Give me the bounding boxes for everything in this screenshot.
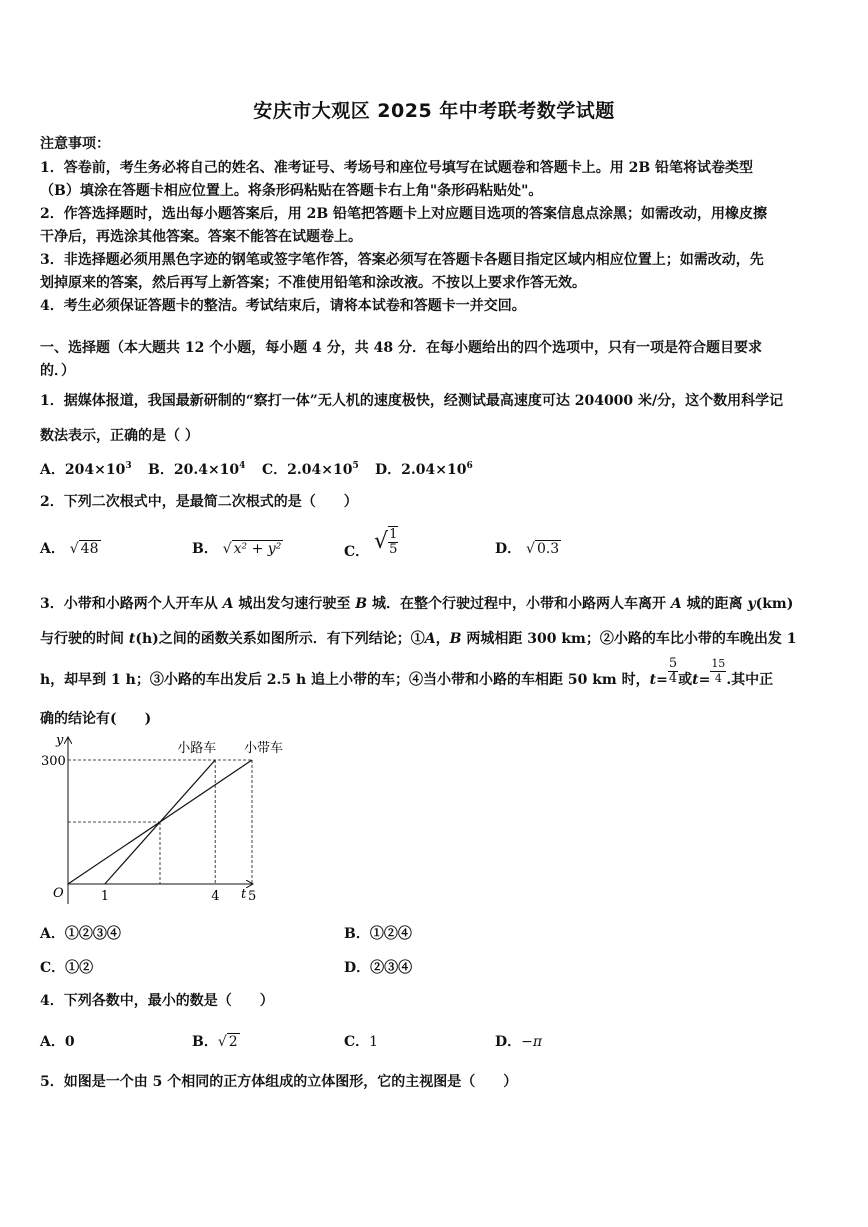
section-heading-cont: 的．） — [40, 363, 75, 379]
question-3-stem-cont: 确的结论有( ) — [40, 711, 152, 727]
notice-item: 1．答卷前，考生务必将自己的姓名、准考证号、考场号和座位号填写在试题卷和答题卡上。用 2B 铅笔将试卷类型 — [40, 160, 754, 176]
question-5-stem: 5．如图是一个由 5 个相同的正方体组成的立体图形，它的主视图是（ ） — [40, 1074, 518, 1090]
fraction: $\frac{1}{5}$ — [389, 527, 398, 557]
sqrt-symbol: √ 0.3 — [526, 541, 560, 557]
section-heading: 一、选择题（本大题共 12 个小题，每小题 4 分，共 48 分．在每小题给出的四个选项中，只有一项是符合题目要求 — [40, 340, 762, 356]
q1-option-a[interactable]: A．$204\times 10^3$ — [40, 461, 132, 478]
q4-option-b[interactable]: B．√ 2 — [192, 1034, 238, 1050]
x-axis-label: t — [241, 887, 247, 902]
q2-option-a[interactable]: A． √ 48 — [40, 541, 99, 557]
origin-label: O — [53, 886, 64, 901]
fraction: $\frac{15}{4}$ — [711, 657, 726, 685]
q3-option-a[interactable]: A．①②③④ — [40, 926, 121, 942]
y-tick-label: 300 — [41, 754, 66, 769]
x-tick-label: 1 — [100, 889, 110, 904]
q1-option-d[interactable]: D．$2.04\times 10^6$ — [375, 461, 473, 478]
question-3-stem-cont: h，却早到 1 h；③小路的车出发后 2.5 h 追上小带的车；④当小带和小路的车相距 50 km 时，t= $\frac{5}{4}$ 或t= $\frac{15}{4}$ .其中正 — [40, 656, 774, 688]
q2-option-b[interactable]: B． √ x² + y² — [192, 541, 282, 557]
q2-option-c[interactable]: C． √ $\frac{1}{5}$ — [344, 527, 398, 560]
sqrt-symbol: √ x² + y² — [222, 541, 282, 557]
x-tick-label: 4 — [211, 889, 220, 904]
fraction: $\frac{5}{4}$ — [668, 656, 678, 686]
sqrt-symbol: √ — [374, 529, 389, 554]
notice-item: 划掉原来的答案，然后再写上新答案；不准使用铅笔和涂改液。不按以上要求作答无效。 — [40, 275, 586, 291]
q2-option-d[interactable]: D． √ 0.3 — [495, 541, 560, 557]
q3-option-b[interactable]: B．①②④ — [344, 926, 412, 942]
question-3-stem-cont: 与行驶的时间 t(h)之间的函数关系如图所示．有下列结论；①A，B 两城相距 300 km；②小路的车比小带的车晚出发 1 — [40, 631, 797, 647]
notice-item: 4．考生必须保证答题卡的整洁。考试结束后，请将本试卷和答题卡一并交回。 — [40, 298, 526, 314]
sqrt-symbol: √ 48 — [69, 541, 99, 557]
q3-option-d[interactable]: D．②③④ — [344, 960, 413, 976]
notice-item: （B）填涂在答题卡相应位置上。将条形码粘贴在答题卡右上角"条形码粘贴处"。 — [40, 183, 543, 199]
page-title: 安庆市大观区 2025 年中考联考数学试题 — [253, 100, 615, 122]
sqrt-symbol: √ 2 — [217, 1034, 238, 1050]
q1-option-b[interactable]: B．$20.4\times 10^4$ — [148, 461, 246, 478]
question-2-stem: 2．下列二次根式中，是最简二次根式的是（ ） — [40, 494, 358, 510]
notice-item: 3．非选择题必须用黑色字迹的钢笔或签字笔作答，答案必须写在答题卡各题目指定区域内相应位置上；如需改动，先 — [40, 252, 764, 268]
question-1-stem-cont: 数法表示，正确的是（ ） — [40, 428, 199, 444]
x-tick-label: 5 — [248, 889, 257, 904]
q4-option-a[interactable]: A．0 — [40, 1034, 75, 1050]
series-label: 小带车 — [244, 741, 284, 756]
q3-option-c[interactable]: C．①② — [40, 960, 94, 976]
notice-heading: 注意事项： — [40, 136, 110, 152]
question-4-stem: 4．下列各数中，最小的数是（ ） — [40, 993, 274, 1009]
question-3-stem: 3．小带和小路两个人开车从 A 城出发匀速行驶至 B 城．在整个行驶过程中，小带和小路两人车离开 A 城的距离 y(km) — [40, 596, 794, 612]
q1-option-c[interactable]: C．$2.04\times 10^5$ — [262, 461, 359, 478]
notice-item: 干净后，再选涂其他答案。答案不能答在试题卷上。 — [40, 229, 362, 245]
series-label: 小路车 — [177, 741, 217, 756]
q4-option-d[interactable]: D．−π — [495, 1034, 543, 1050]
y-axis-label: y — [56, 733, 64, 748]
q4-option-c[interactable]: C．1 — [344, 1034, 379, 1050]
question-1-stem: 1．据媒体报道，我国最新研制的“察打一体”无人机的速度极快，经测试最高速度可达 204000 米/分，这个数用科学记 — [40, 393, 784, 409]
distance-time-graph — [40, 732, 284, 914]
notice-item: 2．作答选择题时，选出每小题答案后，用 2B 铅笔把答题卡上对应题目选项的答案信息点涂黑；如需改动，用橡皮擦 — [40, 206, 768, 222]
